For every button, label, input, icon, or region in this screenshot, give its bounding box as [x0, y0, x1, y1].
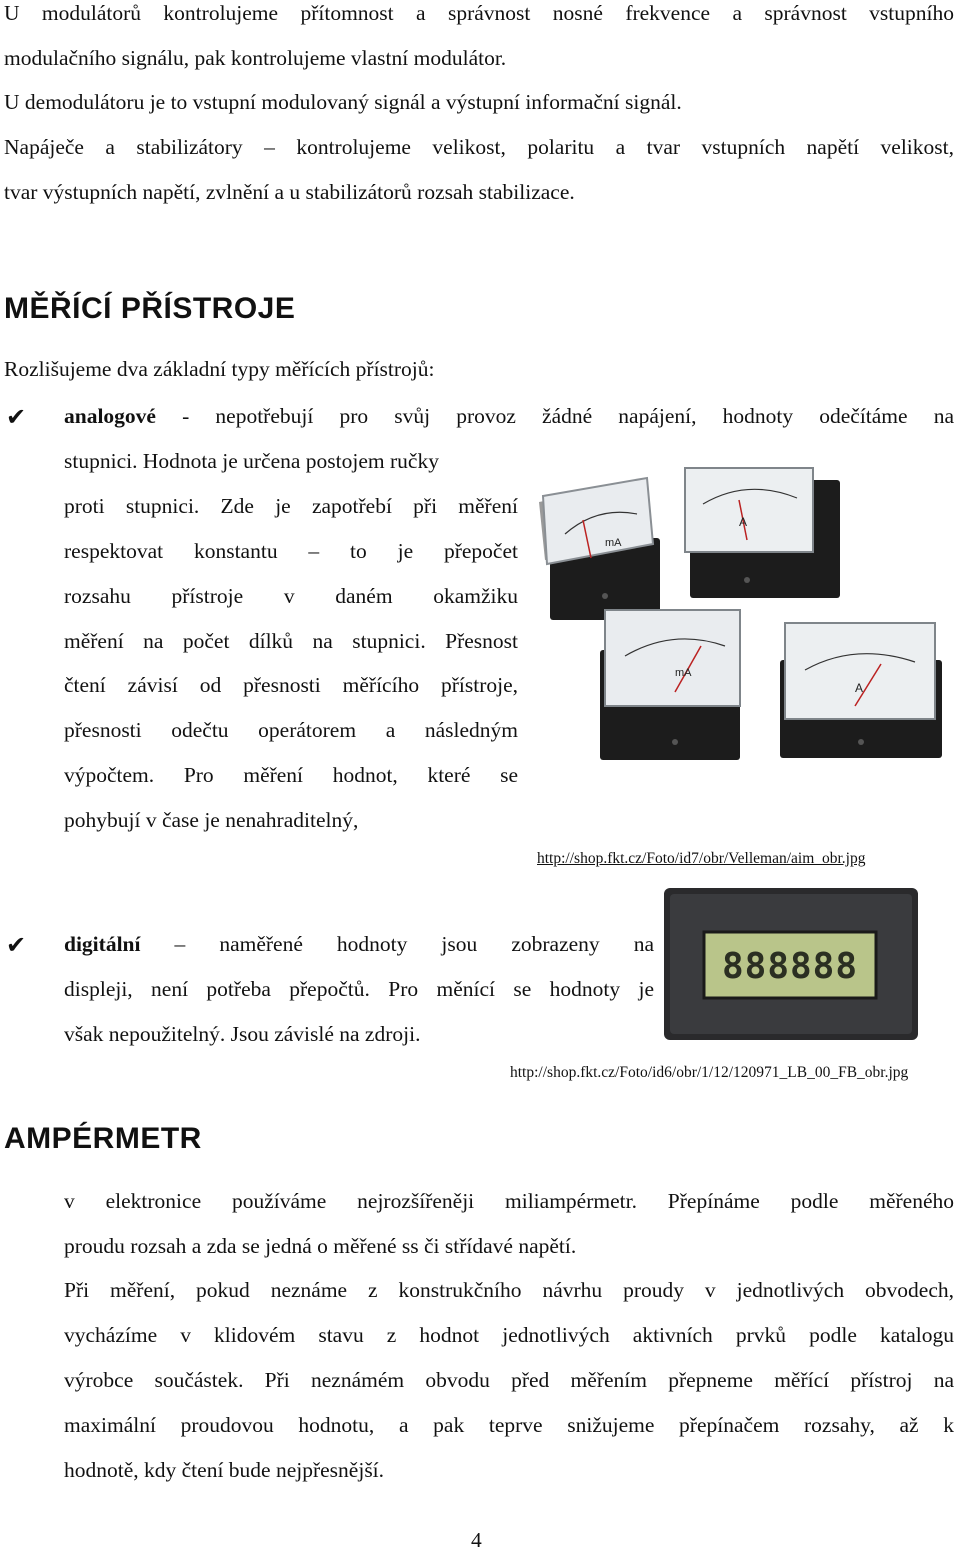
check-icon: ✔: [6, 403, 27, 431]
ammeter-p2-line-5: hodnotě, kdy čtení bude nejpřesnější.: [64, 1458, 385, 1482]
analog-line-6: čtení závisí od přesnosti měřícího přístroje,: [64, 673, 518, 697]
lcd-digits: 888888: [721, 946, 859, 987]
digital-meter-illustration: [662, 886, 920, 1042]
check-icon: ✔: [6, 931, 27, 959]
intro-line-5: tvar výstupních napětí, zvlnění a u stabilizátorů rozsah stabilizace.: [4, 180, 575, 204]
intro-line-2: modulačního signálu, pak kontrolujeme vlastní modulátor.: [4, 46, 507, 70]
analog-line-4: rozsahu přístroje v daném okamžiku: [64, 584, 518, 608]
analog-line-3: respektovat konstantu – to je přepočet: [64, 539, 518, 563]
ammeter-p2-line-3: výrobce součástek. Při neznámém obvodu před měřením přepneme měřící přístroj na: [64, 1368, 954, 1392]
section-intro: Rozlišujeme dva základní typy měřících přístrojů:: [4, 357, 435, 381]
analog-line-5: měření na počet dílků na stupnici. Přesnost: [64, 629, 518, 653]
section-title-ammeter: AMPÉRMETR: [4, 1122, 202, 1155]
meter-A-bottom: [780, 623, 942, 758]
analog-image-source-link[interactable]: http://shop.fkt.cz/Foto/id7/obr/Velleman/aim_obr.jpg: [537, 850, 866, 867]
digital-term: digitální: [64, 932, 141, 956]
page-number: 4: [471, 1528, 482, 1552]
meter-unit-label: A: [739, 515, 748, 529]
meter-unit-label: mA: [605, 537, 622, 549]
meter-A-top: [685, 468, 840, 598]
ammeter-p1-line-1: v elektronice používáme nejrozšířeněji miliampérmetr. Přepínáme podle měřeného: [64, 1189, 954, 1213]
meter-unit-label: A: [855, 681, 864, 695]
digital-line-2: však nepoužitelný. Jsou závislé na zdroji.: [64, 1022, 421, 1046]
digital-first-line-rest: – naměřené hodnoty jsou zobrazeny na: [140, 932, 654, 956]
analog-meters-photo: [525, 460, 955, 760]
analog-first-line: [64, 394, 954, 439]
digital-first-line: [64, 922, 654, 967]
intro-line-4: Napáječe a stabilizátory – kontrolujeme velikost, polaritu a tvar vstupních napětí velikost,: [4, 135, 954, 159]
digital-meter-photo: [662, 886, 920, 1042]
ammeter-p2-line-2: vycházíme v klidovém stavu z hodnot jednotlivých aktivních prvků podle katalogu: [64, 1323, 954, 1347]
meter-unit-label: mA: [675, 667, 692, 679]
ammeter-p1-line-2: proudu rozsah a zda se jedná o měřené ss či střídavé napětí.: [64, 1234, 577, 1258]
analog-line-8: výpočtem. Pro měření hodnot, které se: [64, 763, 518, 787]
analog-meters-illustration: [525, 460, 955, 760]
digital-line-1: displeji, není potřeba přepočtů. Pro měnící se hodnoty je: [64, 977, 654, 1001]
analog-line-1: stupnici. Hodnota je určena postojem ručky: [64, 449, 439, 473]
digital-image-source-link: http://shop.fkt.cz/Foto/id6/obr/1/12/120971_LB_00_FB_obr.jpg: [510, 1064, 909, 1081]
meter-mA-bottom: [600, 610, 740, 760]
ammeter-p2-line-1: Při měření, pokud neznáme z konstrukčního návrhu proudy v jednotlivých obvodech,: [64, 1278, 954, 1302]
intro-line-3: U demodulátoru je to vstupní modulovaný signál a výstupní informační signál.: [4, 90, 682, 114]
analog-term: analogové: [64, 404, 156, 428]
section-title-measuring-instruments: MĚŘÍCÍ PŘÍSTROJE: [4, 292, 296, 325]
analog-line-2: proti stupnici. Zde je zapotřebí při měření: [64, 494, 518, 518]
ammeter-p2-line-4: maximální proudovou hodnotu, a pak teprve snižujeme přepínačem rozsahy, až k: [64, 1413, 954, 1437]
analog-first-line-rest: - nepotřebují pro svůj provoz žádné napájení, hodnoty odečítáme na: [155, 404, 954, 428]
meter-mA-top: [539, 478, 660, 620]
analog-line-9: pohybují v čase je nenahraditelný,: [64, 808, 359, 832]
intro-line-1: U modulátorů kontrolujeme přítomnost a správnost nosné frekvence a správnost vstupního: [4, 1, 954, 25]
analog-line-7: přesnosti odečtu operátorem a následným: [64, 718, 518, 742]
